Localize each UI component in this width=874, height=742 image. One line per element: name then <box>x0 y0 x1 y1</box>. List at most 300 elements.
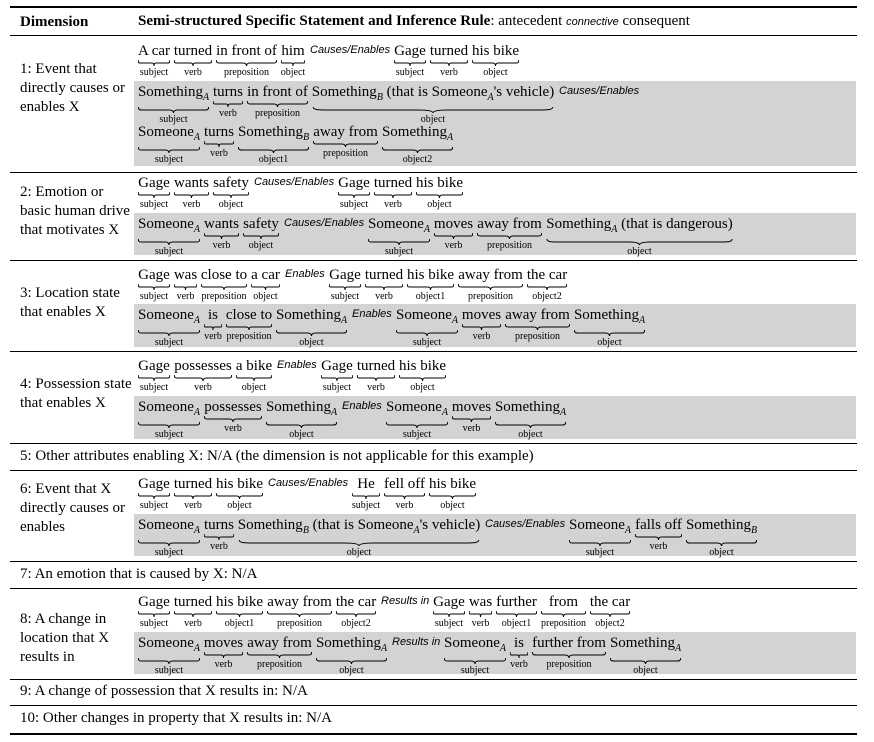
subscript-index: B <box>302 132 310 143</box>
token-word: Something <box>685 517 751 533</box>
subscript-index: A <box>499 643 506 654</box>
row-divider <box>10 260 857 261</box>
underbrace <box>216 60 277 66</box>
subscript-index: A <box>193 643 200 654</box>
token-text <box>138 517 200 539</box>
token-word: his bike <box>406 267 455 283</box>
role-label: subject <box>154 337 184 348</box>
token-word: away from <box>247 635 312 651</box>
token-word: Gage <box>138 175 170 191</box>
rule-line-6 <box>138 517 761 558</box>
annotated-token <box>311 84 555 125</box>
annotated-token <box>374 175 412 209</box>
annotated-token <box>434 216 473 250</box>
annotated-token <box>452 399 491 433</box>
token-text <box>201 267 247 283</box>
underbrace <box>510 652 528 658</box>
rule-line-4 <box>138 399 570 440</box>
token-word: away from <box>267 594 332 610</box>
role-label: verb <box>182 199 201 210</box>
underbrace <box>204 141 234 147</box>
underbrace <box>238 147 309 153</box>
token-text <box>505 307 570 323</box>
token-word: turns <box>204 124 234 140</box>
underbrace <box>472 60 519 66</box>
underbrace <box>462 324 501 330</box>
role-label: subject <box>434 618 464 629</box>
token-text <box>138 216 200 238</box>
token-word: possesses <box>174 358 232 374</box>
underbrace <box>430 60 468 66</box>
row-divider <box>10 679 857 680</box>
underbrace <box>138 239 200 245</box>
annotated-token <box>541 594 586 628</box>
annotated-token <box>381 124 454 165</box>
token-text <box>204 124 234 140</box>
underbrace <box>338 192 370 198</box>
annotated-token <box>247 635 312 669</box>
annotated-token <box>275 307 348 348</box>
role-label: object <box>248 240 274 251</box>
underbrace <box>138 658 200 664</box>
row-divider <box>10 470 857 471</box>
token-word: He <box>357 476 375 492</box>
role-label: preposition <box>541 618 586 629</box>
annotated-token <box>396 307 458 348</box>
annotated-token <box>138 476 170 510</box>
role-label: verb <box>210 541 228 552</box>
connective-label: Enables <box>277 359 317 371</box>
token-word: the car <box>526 267 568 283</box>
underbrace <box>429 493 476 499</box>
role-label: preposition <box>323 148 368 159</box>
annotated-token <box>237 517 481 558</box>
rule-line-8 <box>138 635 685 676</box>
annotated-token <box>315 635 388 676</box>
token-text <box>138 124 200 146</box>
token-word: fell off <box>384 476 425 492</box>
token-text <box>247 84 308 100</box>
statement-line-6 <box>138 476 480 510</box>
token-word: Something <box>137 84 203 100</box>
token-word: a bike <box>235 358 273 374</box>
annotated-token <box>137 84 210 125</box>
underbrace <box>251 284 280 290</box>
underbrace <box>496 611 537 617</box>
underbrace <box>174 493 212 499</box>
role-label: verb <box>219 108 237 119</box>
underbrace <box>368 239 430 245</box>
token-word: Someone <box>138 635 194 651</box>
annotated-token <box>138 216 200 257</box>
token-text <box>216 476 263 492</box>
token-text <box>365 267 403 283</box>
role-label: verb <box>444 240 463 251</box>
token-text <box>532 635 606 651</box>
token-word: Someone <box>386 399 442 415</box>
underbrace <box>505 324 570 330</box>
role-label: subject <box>154 154 184 165</box>
token-text <box>396 307 458 329</box>
role-label: object <box>227 500 252 511</box>
role-label: subject <box>402 429 432 440</box>
token-text <box>216 594 263 610</box>
annotated-token <box>546 216 733 257</box>
token-text <box>452 399 491 415</box>
underbrace <box>316 658 387 664</box>
row-label-8: 8: A change in location that X results in <box>20 611 110 665</box>
token-word: 's vehicle) <box>493 84 555 100</box>
token-word: A car <box>137 43 171 59</box>
connective-label: Enables <box>285 268 325 280</box>
role-label: object <box>420 114 446 125</box>
row-label-1: 1: Event that directly causes or enables X <box>20 61 125 115</box>
row-label-10: 10: Other changes in property that X results in: N/A <box>20 710 333 726</box>
annotated-token <box>352 476 380 510</box>
annotated-token <box>174 594 212 628</box>
token-text <box>213 175 249 191</box>
annotated-token <box>430 43 468 77</box>
subscript-index: A <box>446 132 454 143</box>
token-word: Something <box>381 124 447 140</box>
connective-label: Results in <box>381 595 430 607</box>
role-label: verb <box>395 500 414 511</box>
token-text <box>267 594 332 610</box>
token-word: Someone <box>569 517 625 533</box>
token-word: his bike <box>471 43 520 59</box>
token-text <box>469 594 492 610</box>
token-text <box>138 594 170 610</box>
token-text <box>394 43 426 59</box>
annotated-token <box>685 517 758 558</box>
subscript-index: A <box>380 643 388 654</box>
statement-line-2 <box>138 175 467 209</box>
annotated-token <box>338 175 370 209</box>
subscript-index: A <box>423 224 430 235</box>
header-rule <box>138 13 690 30</box>
role-label: object <box>633 665 658 676</box>
annotated-token <box>281 43 305 77</box>
role-label: object <box>440 500 465 511</box>
rule-line-1b <box>138 124 457 165</box>
underbrace <box>216 493 263 499</box>
annotated-token <box>174 43 212 77</box>
annotated-token <box>510 635 528 669</box>
subscript-index: B <box>376 92 383 103</box>
token-text <box>138 399 200 421</box>
annotated-token <box>494 399 567 440</box>
annotated-token <box>174 267 197 301</box>
annotated-token <box>216 476 263 510</box>
role-label: subject <box>154 429 184 440</box>
token-word: close to <box>200 267 248 283</box>
subscript-index: A <box>611 224 618 235</box>
token-text <box>316 635 387 657</box>
role-label: object <box>346 547 372 558</box>
token-word: Something <box>237 124 303 140</box>
role-label: subject <box>395 67 425 78</box>
token-word: Gage <box>138 476 170 492</box>
token-text <box>174 175 209 191</box>
token-text <box>266 399 337 421</box>
role-label: subject <box>139 618 169 629</box>
token-word: away from <box>477 216 542 232</box>
token-text <box>686 517 757 539</box>
token-word: his bike <box>398 358 447 374</box>
underbrace <box>452 416 491 422</box>
underbrace <box>236 375 272 381</box>
row-label-3: 3: Location state that enables X <box>20 285 120 320</box>
token-word: moves <box>203 635 244 651</box>
token-text <box>433 594 465 610</box>
token-word: Someone <box>396 307 452 323</box>
subscript-index: A <box>330 407 338 418</box>
role-label: subject <box>139 291 169 302</box>
underbrace <box>546 239 733 245</box>
row-label-9: 9: A change of possession that X results in: N/A <box>20 683 308 699</box>
token-text <box>374 175 412 191</box>
token-text <box>174 267 197 283</box>
role-label: subject <box>412 337 442 348</box>
role-label: verb <box>176 291 195 302</box>
role-label: verb <box>367 382 385 393</box>
role-label: object <box>483 67 508 78</box>
statement-line-4 <box>138 358 450 392</box>
token-text <box>204 635 243 651</box>
token-text <box>458 267 523 283</box>
token-text <box>174 43 212 59</box>
role-label: preposition <box>546 659 592 670</box>
role-label: object <box>518 429 543 440</box>
token-text <box>213 84 243 100</box>
connective-label: Results in <box>392 636 441 648</box>
token-word: his bike <box>428 476 477 492</box>
role-label: preposition <box>468 291 513 302</box>
token-text <box>610 635 681 657</box>
annotated-token <box>386 399 448 440</box>
annotated-token <box>174 476 212 510</box>
annotated-token <box>384 476 425 510</box>
role-label: verb <box>384 199 402 210</box>
token-word: Someone <box>138 216 194 232</box>
annotated-token <box>138 267 170 301</box>
role-label: verb <box>184 618 202 629</box>
subscript-index: A <box>340 315 348 326</box>
role-label: object <box>299 337 324 348</box>
underbrace <box>138 540 200 546</box>
annotated-token <box>399 358 446 392</box>
annotated-token <box>469 594 492 628</box>
role-label: object <box>427 199 452 210</box>
role-label: preposition <box>224 67 269 78</box>
role-label: subject <box>159 114 188 125</box>
token-word: falls off <box>635 517 682 533</box>
role-label: verb <box>472 331 491 342</box>
token-word: Something <box>494 399 560 415</box>
underbrace <box>213 192 249 198</box>
annotated-token <box>368 216 430 257</box>
annotated-token <box>433 594 465 628</box>
token-word: turned <box>429 43 469 59</box>
token-text <box>138 307 200 329</box>
token-text <box>174 476 212 492</box>
token-word: Something <box>315 635 381 651</box>
role-label: object <box>218 199 244 210</box>
role-label: subject <box>384 246 414 257</box>
connective-label: Enables <box>352 308 392 320</box>
token-word: Gage <box>329 267 361 283</box>
subscript-index: A <box>624 525 631 536</box>
token-text <box>204 399 262 415</box>
underbrace <box>201 284 247 290</box>
token-word: wants <box>174 175 209 191</box>
underbrace <box>541 611 586 617</box>
underbrace <box>247 101 308 107</box>
underbrace <box>590 611 630 617</box>
token-word: Someone <box>444 635 500 651</box>
annotated-token <box>458 267 523 301</box>
role-label: verb <box>649 541 668 552</box>
annotated-token <box>174 175 209 209</box>
token-word: a car <box>251 267 280 283</box>
subscript-index: B <box>302 525 309 536</box>
annotated-token <box>267 594 332 628</box>
statement-line-1 <box>138 43 523 77</box>
token-word: Something <box>546 216 612 232</box>
token-word: Someone <box>138 399 194 415</box>
rule-line-1a <box>137 84 643 125</box>
token-word: his bike <box>415 175 464 191</box>
role-label: verb <box>204 331 222 342</box>
token-word: Gage <box>138 594 170 610</box>
role-label: verb <box>214 659 233 670</box>
token-word: moves <box>461 307 502 323</box>
token-word: possesses <box>204 399 262 415</box>
token-word: Someone <box>138 124 194 140</box>
row-divider <box>10 443 857 444</box>
token-word: close to <box>225 307 273 323</box>
token-text <box>477 216 542 232</box>
role-label: object <box>289 429 314 440</box>
token-word: turned <box>356 358 396 374</box>
token-word: Something <box>237 517 303 533</box>
token-word: turned <box>173 476 213 492</box>
underbrace <box>213 101 243 107</box>
token-word: turns <box>204 517 234 533</box>
token-word: moves <box>433 216 474 232</box>
token-word: further from <box>532 635 606 651</box>
annotated-token <box>204 307 222 341</box>
underbrace <box>138 60 170 66</box>
role-label: object1 <box>501 618 532 629</box>
token-word: moves <box>451 399 492 415</box>
token-word: turned <box>364 267 404 283</box>
annotated-token <box>365 267 403 301</box>
row-label-4: 4: Possession state that enables X <box>20 376 132 411</box>
token-word: Gage <box>433 594 465 610</box>
row-divider <box>10 588 857 589</box>
token-word: turned <box>173 594 213 610</box>
connective-label: Enables <box>342 400 382 412</box>
row-label-5: 5: Other attributes enabling X: N/A (the dimension is not applicable for this example) <box>20 448 534 464</box>
header-rule-consequent: consequent <box>618 13 690 29</box>
role-label: object2 <box>402 154 433 165</box>
token-word: turned <box>173 43 213 59</box>
token-text <box>430 43 468 59</box>
token-text <box>276 307 347 329</box>
annotated-token <box>174 358 232 392</box>
token-text <box>495 399 566 421</box>
role-label: object <box>253 291 278 302</box>
annotated-token <box>204 635 243 669</box>
annotated-token <box>394 43 426 77</box>
role-label: subject <box>139 382 169 393</box>
annotated-token <box>609 635 682 676</box>
statement-line-3 <box>138 267 571 301</box>
underbrace <box>444 658 506 664</box>
statement-line-8 <box>138 594 634 628</box>
role-label: object <box>339 665 364 676</box>
role-label: object <box>280 67 306 78</box>
underbrace <box>204 416 262 422</box>
underbrace <box>407 284 454 290</box>
subscript-index: A <box>193 132 200 143</box>
role-label: object1 <box>258 154 289 165</box>
role-label: object <box>597 337 622 348</box>
token-word: the car <box>589 594 631 610</box>
underbrace <box>226 324 272 330</box>
annotated-token <box>251 267 280 301</box>
token-word: Someone <box>368 216 424 232</box>
token-text <box>574 307 645 329</box>
token-text <box>226 307 272 323</box>
token-text <box>204 216 239 232</box>
annotated-token <box>138 594 170 628</box>
annotated-token <box>321 358 353 392</box>
subscript-index: A <box>202 92 210 103</box>
token-word: (that is Someone <box>308 517 414 533</box>
connective-label: Causes/Enables <box>284 217 365 229</box>
underbrace <box>527 284 567 290</box>
annotated-token <box>138 307 200 348</box>
underbrace <box>266 422 337 428</box>
underbrace <box>458 284 523 290</box>
token-text <box>138 84 209 106</box>
annotated-token <box>138 43 170 77</box>
underbrace <box>138 284 170 290</box>
token-word: Someone <box>138 517 194 533</box>
underbrace <box>686 540 757 546</box>
role-label: object <box>241 382 267 393</box>
annotated-token <box>243 216 279 250</box>
role-label: verb <box>224 423 242 434</box>
role-label: preposition <box>515 331 560 342</box>
underbrace <box>138 375 170 381</box>
annotated-token <box>138 124 200 165</box>
token-text <box>399 358 446 374</box>
annotated-token <box>204 517 234 551</box>
table-top-rule <box>10 6 857 8</box>
row-divider <box>10 351 857 352</box>
subscript-index: A <box>559 407 567 418</box>
annotated-token <box>138 399 200 440</box>
token-word: Something <box>609 635 675 651</box>
connective-label: Causes/Enables <box>268 477 349 489</box>
role-label: verb <box>471 618 490 629</box>
underbrace <box>204 652 243 658</box>
token-word: from <box>548 594 579 610</box>
annotated-token <box>444 635 506 676</box>
